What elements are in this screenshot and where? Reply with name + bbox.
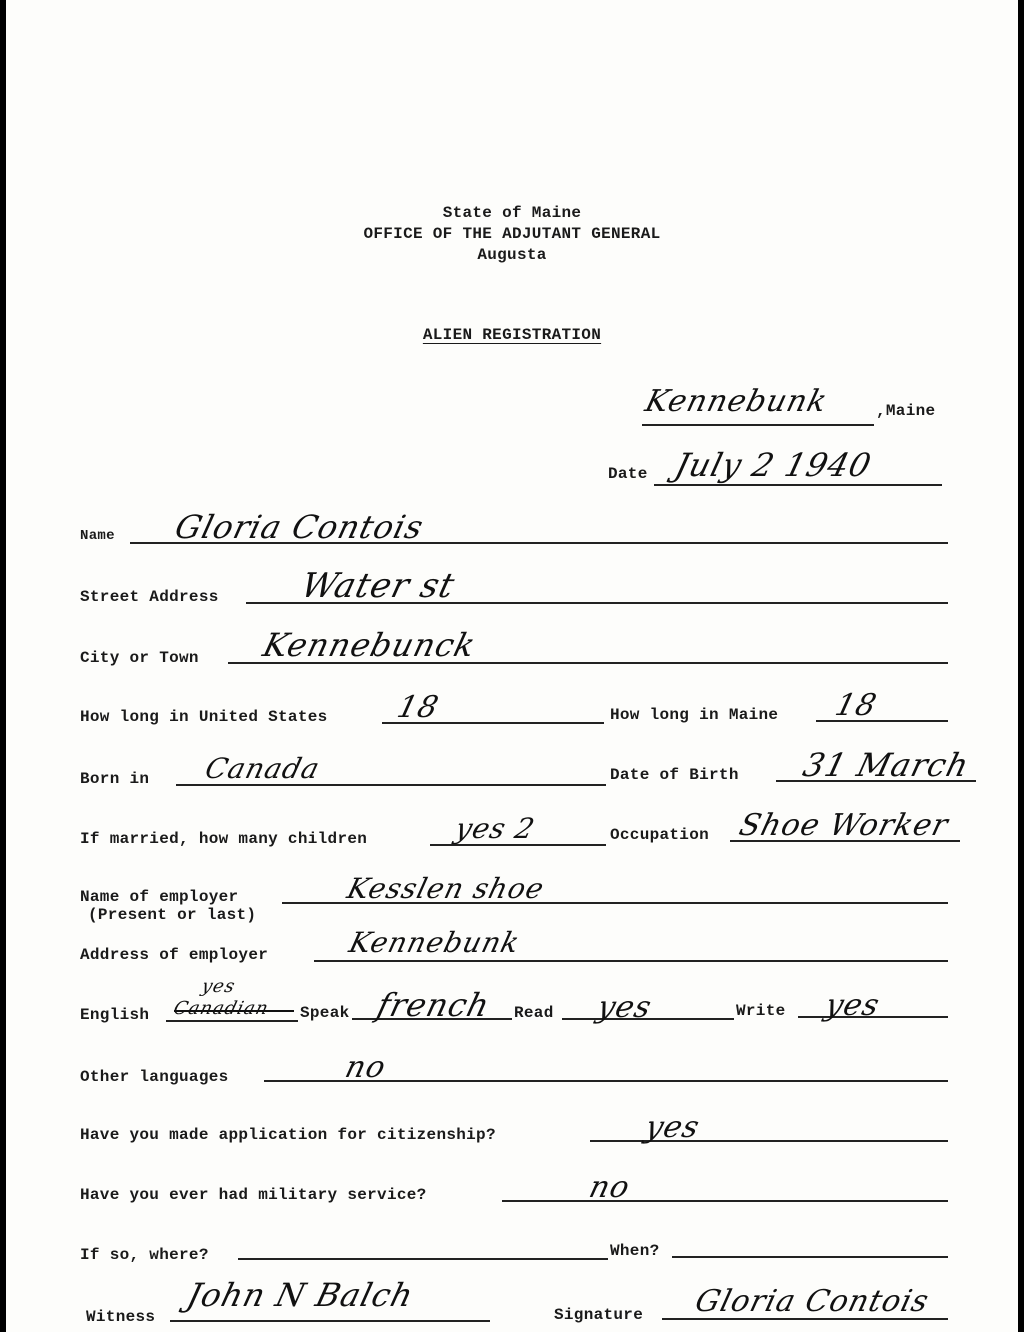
witness-value: John N Balch [183,1276,418,1314]
witness-label: Witness [86,1308,156,1326]
city-value: Kennebunck [259,626,480,664]
write-value: yes [821,988,884,1023]
married-value: yes 2 [451,812,539,845]
employer-address-label: Address of employer [80,946,269,964]
name-value: Gloria Contois [171,508,428,546]
registration-form [6,0,1018,1332]
when-label: When? [610,1242,660,1260]
employer-sublabel: (Present or last) [88,906,257,924]
military-value: no [585,1170,634,1205]
write-label: Write [736,1002,786,1020]
english-line [166,1020,298,1022]
signature-value: Gloria Contois [691,1284,933,1319]
state-heading: State of Maine [442,204,582,222]
employer-label: Name of employer [80,888,239,906]
name-label: Name [80,528,115,544]
english-label: English [80,1006,150,1024]
where-label: If so, where? [80,1246,209,1264]
street-label: Street Address [80,588,219,606]
witness-line [170,1320,490,1322]
place-suffix: ,Maine [876,402,936,420]
where-line [238,1258,608,1260]
office-heading: OFFICE OF THE ADJUTANT GENERAL [363,225,661,243]
english-strikethrough [174,1010,294,1012]
place-line [642,424,874,426]
date-label: Date [608,465,648,483]
employer-address-line [314,960,948,962]
signature-label: Signature [554,1306,644,1324]
maine-years-value: 18 [831,688,881,723]
read-label: Read [514,1004,554,1022]
date-line [654,484,942,486]
maine-years-label: How long in Maine [610,706,779,724]
occupation-value: Shoe Worker [735,808,953,843]
street-value: Water st [297,566,460,606]
occupation-label: Occupation [610,826,710,844]
dob-value: 31 March [799,746,974,784]
when-line [672,1256,948,1258]
form-title: ALIEN REGISTRATION [422,326,602,344]
citizenship-value: yes [641,1110,704,1145]
other-lang-value: no [341,1050,390,1085]
married-label: If married, how many children [80,830,368,848]
speak-label: Speak [300,1004,350,1022]
english-struck-value: Canadian [171,998,272,1019]
dob-label: Date of Birth [610,766,739,784]
city-heading: Augusta [477,246,547,264]
citizenship-label: Have you made application for citizenship? [80,1126,496,1144]
speak-value: french [373,986,494,1024]
employer-value: Kesslen shoe [343,872,548,905]
born-value: Canada [201,752,324,785]
employer-address-value: Kennebunk [345,926,524,959]
born-label: Born in [80,770,150,788]
date-value: July 2 1940 [671,446,876,484]
us-years-value: 18 [393,690,443,725]
us-years-label: How long in United States [80,708,328,726]
place-value: Kennebunk [641,384,832,419]
read-value: yes [593,990,656,1025]
other-lang-label: Other languages [80,1068,229,1086]
city-label: City or Town [80,649,199,667]
english-value: yes [199,976,238,997]
military-line [502,1200,948,1202]
military-label: Have you ever had military service? [80,1186,427,1204]
